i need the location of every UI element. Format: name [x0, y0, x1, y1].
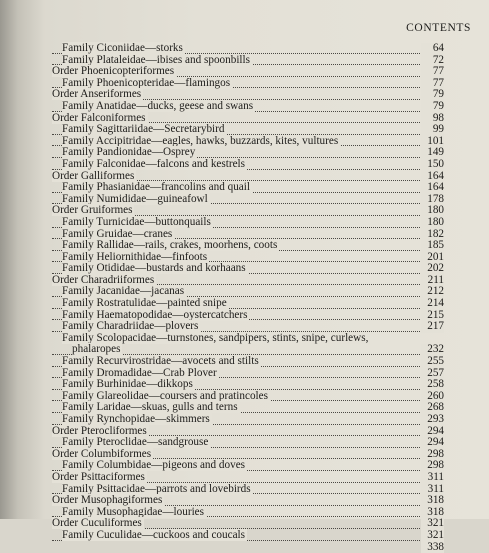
- toc-entry-title: Family Glareolidae—coursers and pratincoles: [62, 389, 268, 402]
- page-number: 77: [421, 78, 444, 90]
- page-number: 215: [421, 310, 444, 322]
- toc-entry-title: Family Otididae—bustards and korhaans: [62, 262, 246, 275]
- toc-entry-title: Family Rallidae—rails, crakes, moorhens, coots: [62, 239, 278, 252]
- page-number: 257: [421, 368, 444, 380]
- page-number: 180: [421, 205, 444, 217]
- toc-entry-title: Order Psittaciformes: [52, 470, 145, 483]
- page-number: 294: [421, 426, 444, 438]
- toc-entry-title: Family Plataleidae—ibises and spoonbills: [62, 53, 250, 66]
- toc-entry-title: Order Anseriformes: [52, 88, 142, 101]
- toc-entry-title: Order Pterocliformes: [52, 424, 147, 437]
- toc-entry-title: Family Rynchopidae—skimmers: [62, 413, 210, 425]
- toc-entry-title: Family Recurvirostridae—avocets and stilts: [62, 355, 259, 368]
- toc-entry-title: Family Phasianidae—francolins and quail: [62, 181, 250, 194]
- page-number: 178: [421, 194, 444, 206]
- page-number: 294: [421, 437, 444, 449]
- page-number: 298: [421, 460, 444, 472]
- page-number: 298: [421, 449, 444, 461]
- toc-entry-title: Family Haematopodidae—oystercatchers: [62, 308, 248, 321]
- toc-entry-title: Family Laridae—skuas, gulls and terns: [62, 401, 238, 414]
- toc-entry: [52, 530, 444, 542]
- page-number: 321: [421, 530, 444, 542]
- page-number: 338: [421, 542, 444, 553]
- toc-entry-title: Family Cuculidae—cuckoos and coucals: [62, 528, 245, 541]
- page-number: 180: [421, 217, 444, 229]
- page-number: 164: [421, 171, 444, 183]
- page-number: 72: [421, 55, 444, 67]
- toc-entry-title: Order Columbiformes: [52, 447, 152, 460]
- toc-entry: [52, 356, 444, 368]
- page-number: 185: [421, 240, 444, 252]
- toc-entry-title: Family Pandionidae—Osprey: [62, 146, 196, 159]
- page-number: 182: [421, 229, 444, 241]
- page-number: 202: [421, 263, 444, 275]
- toc-entry-partial: [52, 542, 444, 553]
- page-number: 79: [421, 101, 444, 113]
- toc-entry: [52, 472, 444, 484]
- toc-entry: [52, 182, 444, 194]
- toc-entry-title: Family Numididae—guineafowl: [62, 192, 208, 205]
- toc-entry-continuation: phalaropes: [72, 343, 121, 356]
- toc-entry-title: Family Sagittariidae—Secretarybird: [62, 123, 225, 136]
- page-header: CONTENTS: [406, 22, 471, 34]
- toc-entry-title: Family Burhinidae—dikkops: [62, 378, 193, 391]
- toc-entry-title: Family Anatidae—ducks, geese and swans: [62, 99, 254, 112]
- toc-entry-title: Family Scolopacidae—turnstones, sandpipers, stints, snipe, curlews,: [62, 331, 369, 344]
- toc-entry: [52, 333, 444, 356]
- toc-entry-title: Family Musophagidae—louries: [62, 505, 205, 518]
- page-number: 260: [421, 391, 444, 403]
- page-number: 101: [421, 136, 444, 148]
- page-number: 77: [421, 66, 444, 78]
- page-number: 64: [421, 43, 444, 55]
- toc-entry-title: Family Turnicidae—buttonquails: [62, 215, 211, 228]
- toc-entry-title: Order Falconiformes: [52, 111, 146, 124]
- toc-entry-title: Family Columbidae—pigeons and doves: [62, 459, 246, 472]
- toc-entry: [52, 298, 444, 310]
- table-of-contents: [52, 43, 444, 553]
- page-number: 311: [421, 484, 444, 496]
- page-number: 201: [421, 252, 444, 264]
- page-number: 212: [421, 286, 444, 298]
- toc-entry-title: Family Falconidae—falcons and kestrels: [62, 157, 245, 170]
- toc-entry-title: Family Rostratulidae—painted snipe: [62, 297, 227, 310]
- toc-entry-title: Order Cuculiformes: [52, 517, 142, 530]
- toc-entry: [52, 101, 444, 113]
- page-number: 98: [421, 113, 444, 125]
- toc-entry-title: Family Dromadidae—Crab Plover: [62, 366, 217, 379]
- page-number: 211: [421, 275, 444, 287]
- page-number: 99: [421, 124, 444, 136]
- toc-entry-title: Family Pteroclidae—sandgrouse: [62, 436, 209, 449]
- toc-entry: [52, 414, 444, 426]
- page-number: 258: [421, 379, 444, 391]
- page-number: 214: [421, 298, 444, 310]
- page-number: 318: [421, 507, 444, 519]
- toc-entry-title: Family Accipitridae—eagles, hawks, buzzards, kites, vultures: [62, 134, 339, 147]
- toc-entry-title: Order Galliformes: [52, 169, 135, 182]
- toc-entry-title: Order Charadriiformes: [52, 273, 155, 286]
- toc-entry-title: Family Jacanidae—jacanas: [62, 285, 185, 298]
- toc-entry-title: Family Psittacidae—parrots and lovebirds: [62, 482, 251, 495]
- page-number: 311: [421, 472, 444, 484]
- page-number: 321: [421, 518, 444, 530]
- page-number: 255: [421, 356, 444, 368]
- page-number: 217: [421, 321, 444, 333]
- toc-entry: [52, 240, 444, 252]
- toc-entry-title: Order Gruiformes: [52, 204, 133, 217]
- toc-entry: [52, 43, 444, 55]
- page-number: 268: [421, 402, 444, 414]
- page-number: 293: [421, 414, 444, 426]
- page-number: 150: [421, 159, 444, 171]
- toc-entry-title: Family Charadriidae—plovers: [62, 320, 199, 333]
- toc-entry-title: Order Musophagiformes: [52, 494, 163, 507]
- page-number: 79: [421, 89, 444, 101]
- page-number: 232: [421, 344, 444, 356]
- toc-entry-title: Family Gruidae—cranes: [62, 227, 173, 240]
- page-number: 149: [421, 147, 444, 159]
- page-number: 164: [421, 182, 444, 194]
- toc-entry-title: Family Phoenicopteridae—flamingos: [62, 76, 231, 89]
- toc-entry-title: Family Ciconiidae—storks: [62, 42, 183, 54]
- toc-entry-title: Family Heliornithidae—finfoots: [62, 250, 208, 263]
- toc-entry: [52, 495, 444, 507]
- toc-entry: [52, 159, 444, 171]
- toc-entry: [52, 124, 444, 136]
- toc-entry: [52, 217, 444, 229]
- toc-entry-title: Order Phoenicopteriformes: [52, 65, 175, 78]
- page-number: 318: [421, 495, 444, 507]
